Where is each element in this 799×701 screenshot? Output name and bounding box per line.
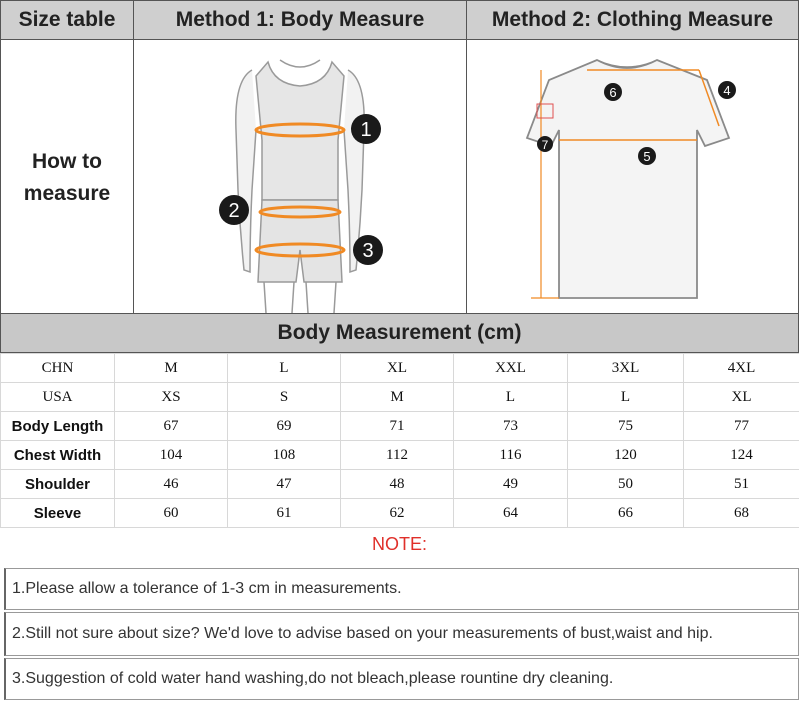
table-cell: XL: [341, 354, 454, 383]
table-cell: 48: [341, 470, 454, 499]
marker-3: [353, 235, 383, 265]
size-table: [0, 353, 799, 528]
svg-text:3: 3: [362, 240, 374, 262]
table-cell: XL: [684, 383, 799, 412]
table-cell: 67: [115, 412, 228, 441]
table-cell: 120: [568, 441, 684, 470]
table-cell: 116: [454, 441, 568, 470]
note-line-3: 3.Suggestion of cold water hand washing,do not bleach,please rountine dry cleaning.: [4, 658, 799, 700]
clothing-measure-cell: [466, 39, 799, 314]
table-cell: XXL: [454, 354, 568, 383]
table-row: [1, 412, 799, 441]
table-cell: 49: [454, 470, 568, 499]
svg-text:4: 4: [723, 83, 731, 98]
table-row: [1, 470, 799, 499]
table-cell: 62: [341, 499, 454, 528]
row-label: Chest Width: [1, 441, 115, 470]
table-cell: 71: [341, 412, 454, 441]
method1-title: Method 1: Body Measure: [175, 8, 425, 31]
table-cell: 112: [341, 441, 454, 470]
marker-2: [219, 195, 249, 225]
table-cell: 73: [454, 412, 568, 441]
table-cell: 46: [115, 470, 228, 499]
row-label: USA: [1, 383, 115, 412]
marker-6: [604, 83, 622, 101]
table-cell: L: [454, 383, 568, 412]
table-cell: 60: [115, 499, 228, 528]
marker-4: [718, 81, 736, 99]
table-cell: 124: [684, 441, 799, 470]
row-label: Sleeve: [1, 499, 115, 528]
table-cell: 69: [228, 412, 341, 441]
svg-text:2: 2: [228, 200, 240, 222]
svg-text:5: 5: [643, 149, 651, 164]
table-row: [1, 383, 799, 412]
table-cell: 51: [684, 470, 799, 499]
table-cell: S: [228, 383, 341, 412]
table-cell: 47: [228, 470, 341, 499]
marker-7: [537, 136, 553, 152]
size-table-title: Size table: [18, 8, 116, 31]
note-line-2: 2.Still not sure about size? We'd love to advise based on your measurements of bust,waist and hip.: [4, 612, 799, 656]
note-section: [0, 520, 799, 701]
svg-text:6: 6: [609, 85, 617, 100]
table-cell: M: [341, 383, 454, 412]
svg-text:7: 7: [541, 138, 549, 152]
measurement-title: Body Measurement (cm): [277, 321, 522, 344]
table-cell: M: [115, 354, 228, 383]
tshirt-illustration: [467, 40, 798, 313]
table-row: [1, 441, 799, 470]
table-cell: 61: [228, 499, 341, 528]
table-cell: XS: [115, 383, 228, 412]
row-label: CHN: [1, 354, 115, 383]
marker-1: [351, 114, 381, 144]
method1-header: [133, 0, 467, 40]
table-cell: 68: [684, 499, 799, 528]
howto-line1: How to: [32, 150, 102, 173]
note-title: NOTE:: [371, 534, 427, 554]
table-cell: 3XL: [568, 354, 684, 383]
table-cell: 77: [684, 412, 799, 441]
body-measure-cell: [133, 39, 467, 314]
row-label: Body Length: [1, 412, 115, 441]
howto-cell: [0, 39, 134, 314]
marker-5: [638, 147, 656, 165]
table-cell: 50: [568, 470, 684, 499]
table-cell: L: [228, 354, 341, 383]
table-row: [1, 354, 799, 383]
table-cell: 4XL: [684, 354, 799, 383]
method2-header: [466, 0, 799, 40]
howto-line2: measure: [23, 182, 111, 205]
table-cell: 104: [115, 441, 228, 470]
body-figure-illustration: [134, 40, 466, 313]
table-cell: L: [568, 383, 684, 412]
table-cell: 64: [454, 499, 568, 528]
table-cell: 108: [228, 441, 341, 470]
svg-text:1: 1: [360, 119, 372, 141]
note-line-1: 1.Please allow a tolerance of 1-3 cm in measurements.: [4, 568, 799, 610]
size-table-header: [0, 0, 134, 40]
table-cell: 66: [568, 499, 684, 528]
table-cell: 75: [568, 412, 684, 441]
row-label: Shoulder: [1, 470, 115, 499]
measurement-title-band: [0, 313, 799, 353]
method2-title: Method 2: Clothing Measure: [491, 8, 774, 31]
